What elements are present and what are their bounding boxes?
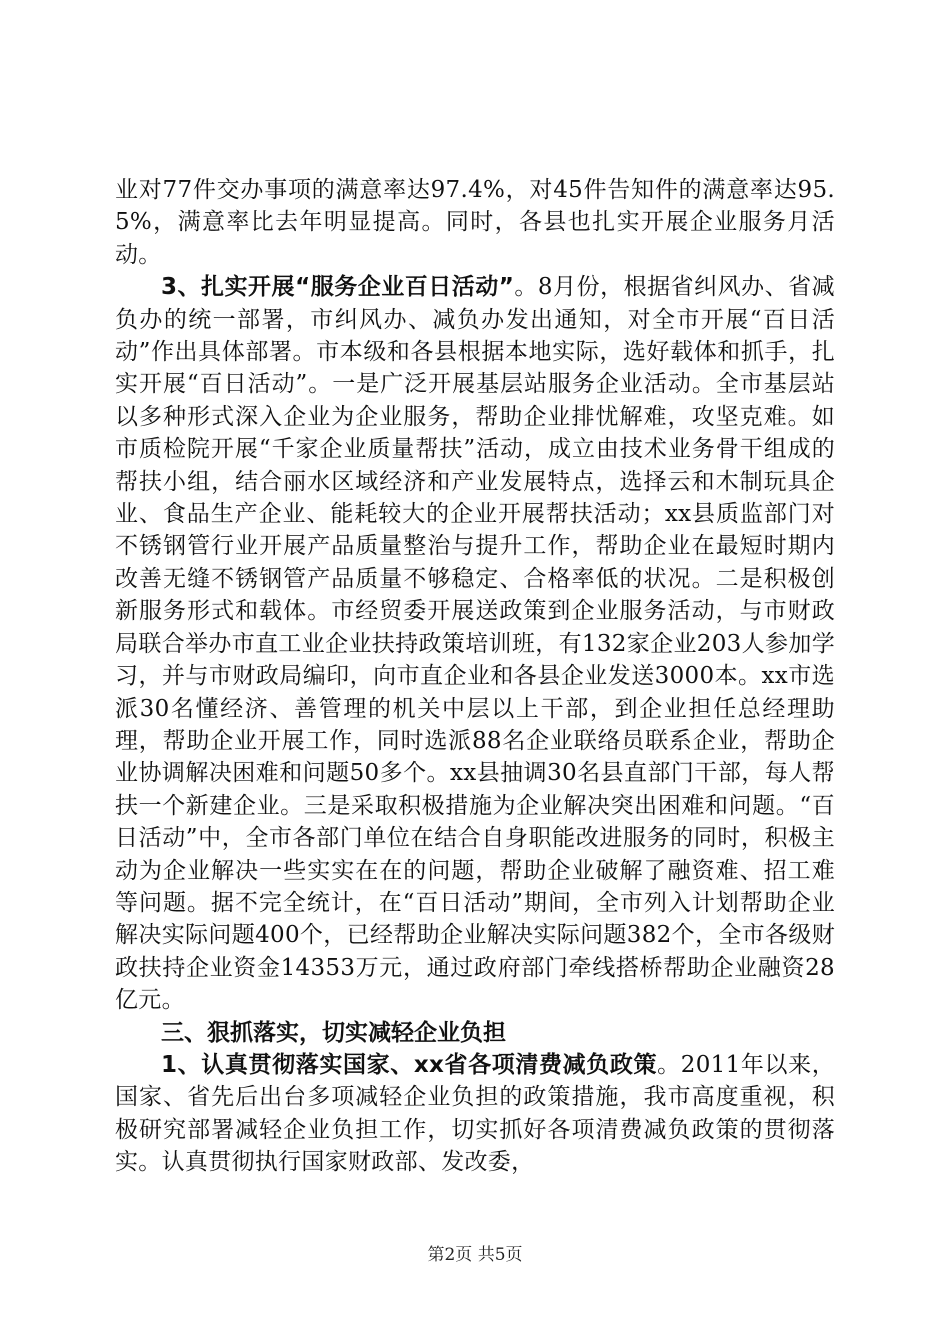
- section-heading: 三、狠抓落实，切实减轻企业负担: [161, 1019, 506, 1046]
- document-body: [115, 174, 835, 1179]
- paragraph-text: 。2011年以来，国家、省先后出台多项减轻企业负担的政策措施，我市高度重视，积极研究部署减轻企业负担工作，切实抓好各项清费减负政策的贯彻落实。认真贯彻执行国家财政部、发改委，: [115, 1051, 836, 1176]
- paragraph-hundred-days-activity: [115, 271, 835, 1016]
- paragraph-continuation: [115, 174, 835, 271]
- paragraph-lead-heading: 3、扎实开展“服务企业百日活动”: [161, 274, 515, 301]
- paragraph-policy-implementation: [115, 1049, 835, 1179]
- paragraph-text: 业对77件交办事项的满意率达97.4%，对45件告知件的满意率达95.5%，满意率比去年明显提高。同时，各县也扎实开展企业服务月活动。: [115, 177, 835, 268]
- page-number-footer: 第2页 共5页: [427, 1245, 523, 1265]
- paragraph-lead-heading: 1、认真贯彻落实国家、xx省各项清费减负政策: [161, 1051, 658, 1078]
- paragraph-text: 。8月份，根据省纠风办、省减负办的统一部署，市纠风办、减负办发出通知，对全市开展“百日活动”作出具体部署。市本级和各县根据本地实际，选好载体和抓手，扎实开展“百日活动”。一是广泛开展基层站服务企业活动。全市基层站以多种形式深入企业为企业服务，帮助企业排忧解难，攻坚克难。如市质检院开展“千家企业质量帮扶”活动，成立由技术业务骨干组成的帮扶小组，结合丽水区域经济和产业发展特点，选择云和木制玩具企业、食品生产企业、能耗较大的企业开展帮扶活动；xx县质监部门对不锈钢管行业开展产品质量整治与提升工作，帮助企业在最短时期内改善无缝不锈钢管产品质量不够稳定、合格率低的状况。二是积极创新服务形式和载体。市经贸委开展送政策到企业服务活动，与市财政局联合举办市直工业企业扶持政策培训班，有132家企业203人参加学习，并与市财政局编印，向市直企业和各县企业发送3000本。xx市选派30名懂经济、善管理的机关中层以上干部，到企业担任总经理助理，帮助企业开展工作，同时选派88名企业联络员联系企业，帮助企业协调解决困难和问题50多个。xx县抽调30名县直部门干部，每人帮扶一个新建企业。三是采取积极措施为企业解决突出困难和问题。“百日活动”中，全市各部门单位在结合自身职能改进服务的同时，积极主动为企业解决一些实实在在的问题，帮助企业破解了融资难、招工难等问题。据不完全统计，在“百日活动”期间，全市列入计划帮助企业解决实际问题400个，已经帮助企业解决实际问题382个，全市各级财政扶持企业资金14353万元，通过政府部门牵线搭桥帮助企业融资28亿元。: [115, 274, 835, 1014]
